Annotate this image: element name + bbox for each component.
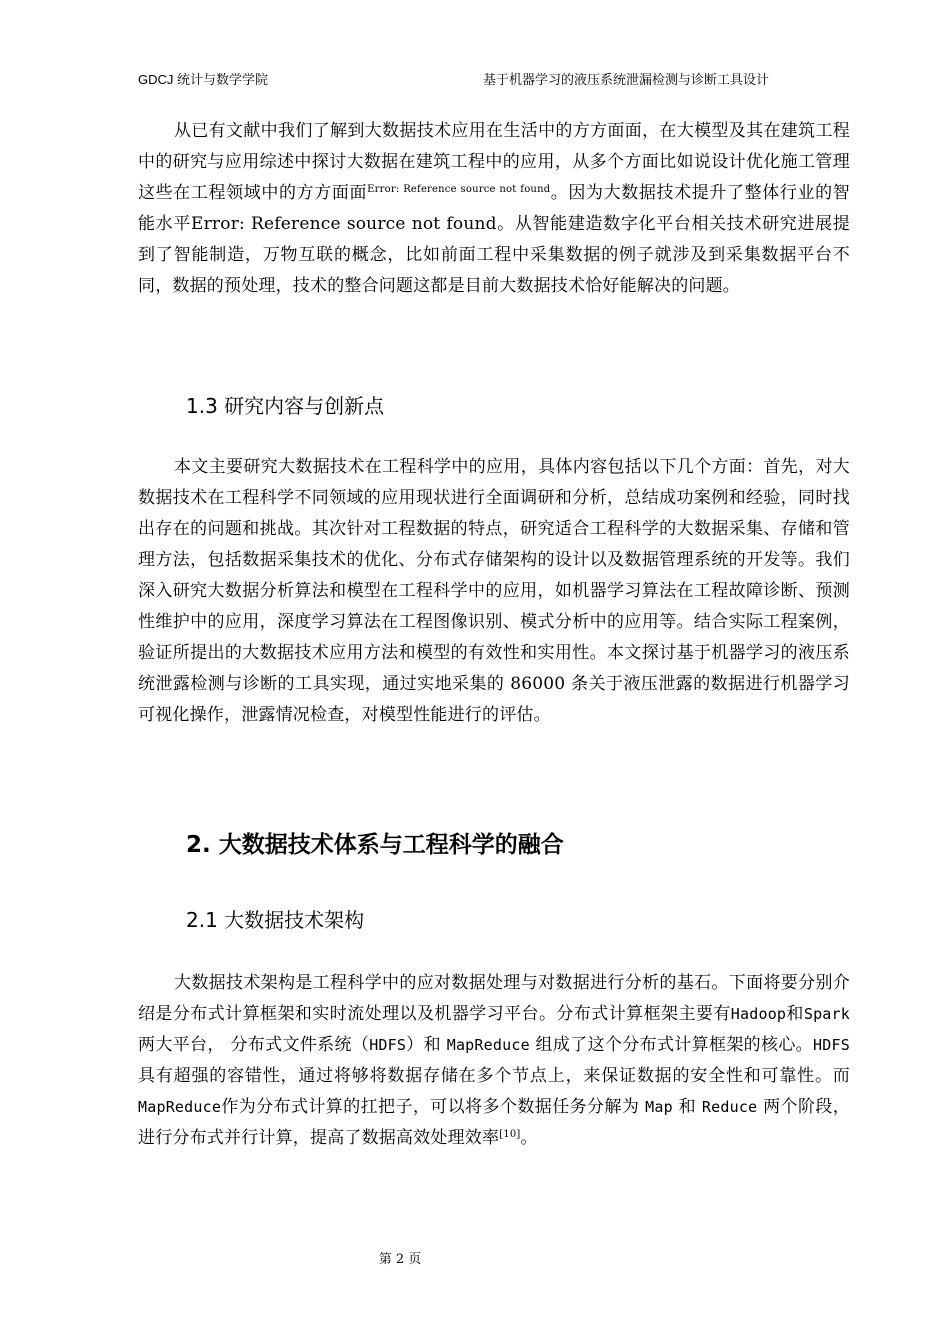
para1-text-a: 从已有文献中我们了解到大数据技术应用在生活中的方方面面，在大模型及其在建筑工程中的研究与应用综述中探讨大数据在建筑工程中的应用，从多个方面比如说设计优化施工管理这些在工程领域中的方方面面 <box>138 121 850 203</box>
page-footer-number: 第 2 页 <box>378 1252 422 1267</box>
para3-text-e: 组成了这个分布式计算框架的核心。 <box>529 1035 814 1055</box>
header-right-text: 基于机器学习的液压系统泄漏检测与诊断工具设计 <box>483 72 770 87</box>
header-left-text: GDCJ 统计与数学学院 <box>138 72 269 87</box>
section-heading-2-1: 2.1 大数据技术架构 <box>186 908 365 932</box>
section-heading-2: 2. 大数据技术体系与工程科学的融合 <box>186 832 564 858</box>
term-hdfs: HDFS <box>813 1036 850 1054</box>
para3-text-c: 两大平台， 分布式文件系统（ <box>138 1035 370 1055</box>
para3-text-h: 和 <box>672 1097 702 1117</box>
paragraph-1 <box>138 116 850 302</box>
term-reduce: Reduce <box>701 1098 758 1116</box>
para1-reference-error-inline: Error: Reference source not found <box>191 214 497 234</box>
para3-text-f: 具有超强的容错性，通过将够将数据存储在多个节点上，来保证数据的安全性和可靠性。而 <box>138 1066 850 1086</box>
term-mapreduce: MapReduce <box>446 1036 530 1054</box>
citation-marker: [10] <box>499 1129 521 1140</box>
para3-text-g: 作为分布式计算的扛把子，可以将多个数据任务分解为 <box>221 1097 646 1117</box>
para1-reference-error-small: Error: Reference source not found <box>367 184 551 195</box>
para1-text-b: 。因为大数据技术提升了整体行业的智能水平 <box>138 183 850 234</box>
section-heading-1-3: 1.3 研究内容与创新点 <box>186 394 385 418</box>
paragraph-2 <box>138 452 850 731</box>
para3-text-b: 和 <box>786 1004 804 1024</box>
term-map: Map <box>645 1098 673 1116</box>
para3-text-i: 两个阶段，进行分布式并行计算，提高了数据高效处理效率 <box>138 1097 850 1148</box>
para1-text-c: 。从智能建造数字化平台相关技术研究进展提到了智能制造，万物互联的概念，比如前面工程中采集数据的例子就涉及到采集数据平台不同，数据的预处理，技术的整合问题这都是目前大数据技术恰好能解决的问题。 <box>138 214 850 296</box>
para3-text-j: 。 <box>520 1128 538 1148</box>
page-header <box>138 70 812 90</box>
term-hadoop: Hadoop <box>730 1005 787 1023</box>
term-spark: Spark <box>803 1005 850 1023</box>
para3-text-a: 大数据技术架构是工程科学中的应对数据处理与对数据进行分析的基石。下面将要分别介绍是分布式计算框架和实时流处理以及机器学习平台。分布式计算框架主要有 <box>138 973 850 1024</box>
paragraph-3 <box>138 968 850 1154</box>
term-mapreduce: MapReduce <box>138 1098 222 1116</box>
para3-text-d: ）和 <box>406 1035 447 1055</box>
term-hdfs: HDFS <box>369 1036 407 1054</box>
para2-text: 本文主要研究大数据技术在工程科学中的应用，具体内容包括以下几个方面：首先，对大数据技术在工程科学不同领域的应用现状进行全面调研和分析，总结成功案例和经验，同时找出存在的问题和挑战。其次针对工程数据的特点，研究适合工程科学的大数据采集、存储和管理方法，包括数据采集技术的优化、分布式存储架构的设计以及数据管理系统的开发等。我们深入研究大数据分析算法和模型在工程科学中的应用，如机器学习算法在工程故障诊断、预测性维护中的应用，深度学习算法在工程图像识别、模式分析中的应用等。结合实际工程案例，验证所提出的大数据技术应用方法和模型的有效性和实用性。本文探讨基于机器学习的液压系统泄露检测与诊断的工具实现，通过实地采集的 86000 条关于液压泄露的数据进行机器学习可视化操作，泄露情况检查，对模型性能进行的评估。 <box>138 457 850 725</box>
